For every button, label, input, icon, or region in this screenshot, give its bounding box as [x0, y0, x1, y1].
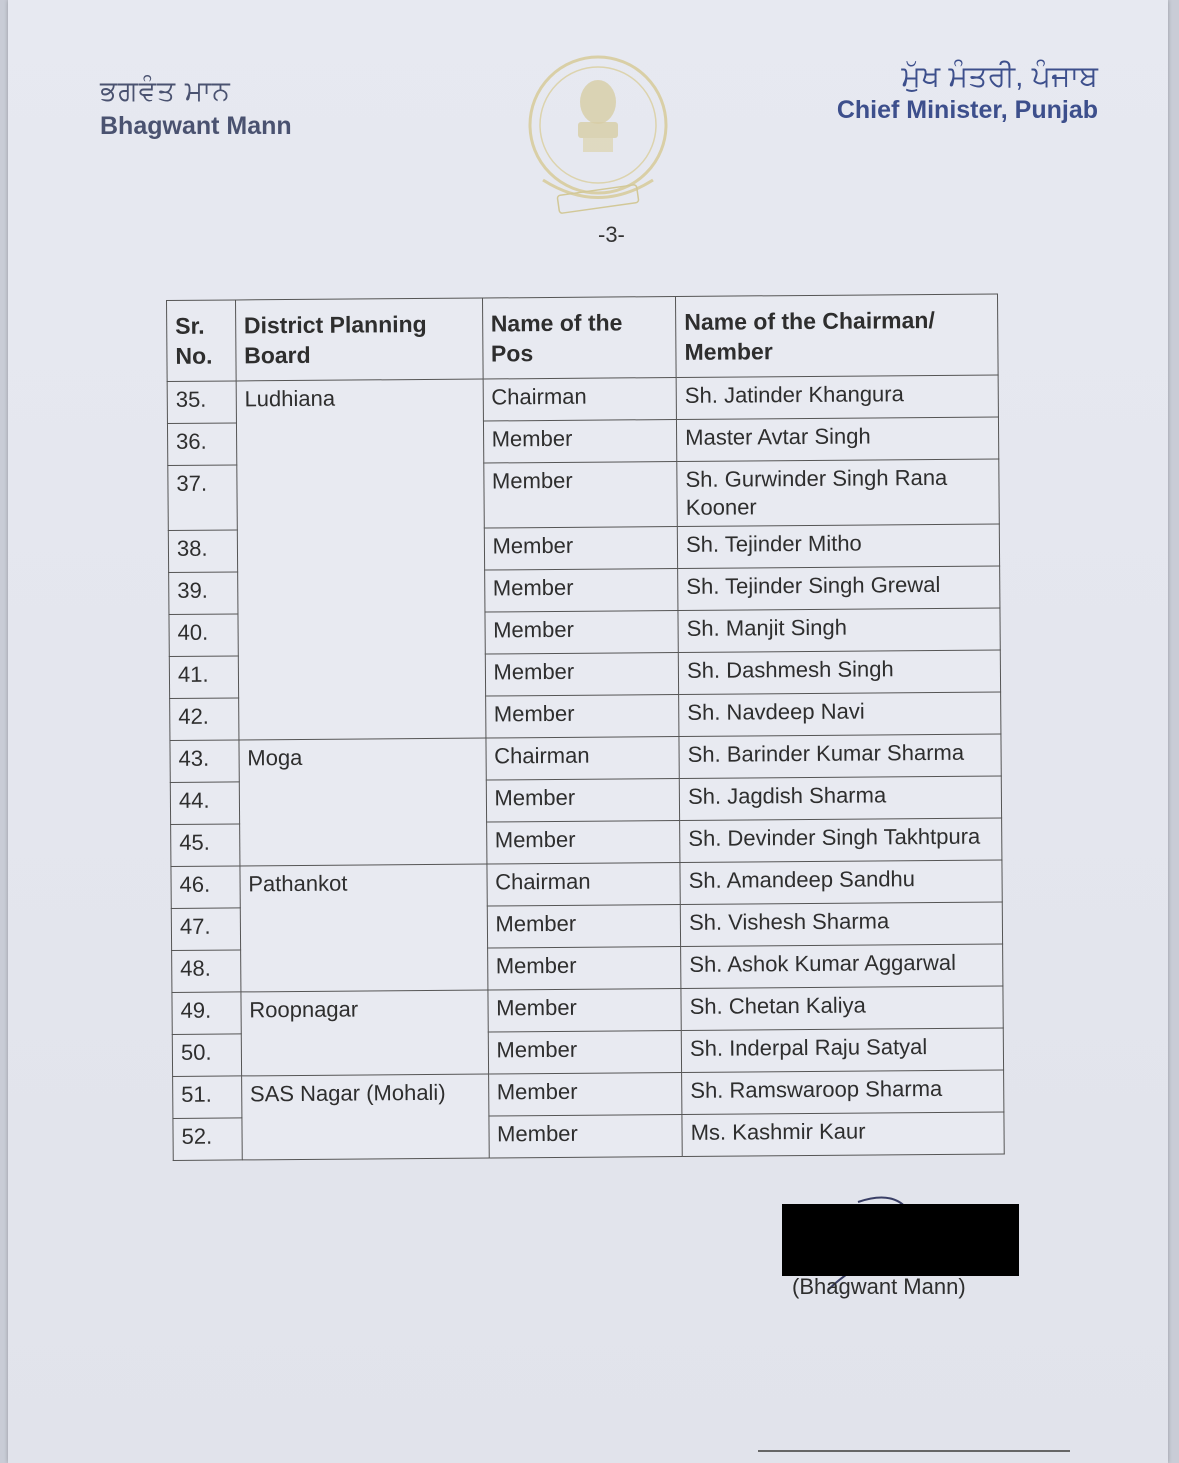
cell-post: Member [487, 946, 681, 990]
cell-name: Sh. Tejinder Singh Grewal [678, 566, 1000, 611]
cell-post: Member [488, 1030, 682, 1074]
sender-name-punjabi: ਭਗਵੰਤ ਮਾਨ [100, 75, 231, 106]
cell-name: Sh. Jatinder Khangura [676, 375, 998, 420]
cell-sr: 46. [171, 866, 240, 909]
cell-sr: 51. [173, 1076, 242, 1119]
cell-post: Member [485, 694, 679, 738]
cell-sr: 49. [172, 992, 241, 1035]
cell-district: Ludhiana [236, 379, 486, 740]
cell-post: Member [484, 568, 678, 612]
cell-name: Master Avtar Singh [677, 417, 999, 462]
table-header-row [167, 294, 999, 382]
table-row [167, 375, 998, 424]
cell-post: Member [485, 610, 679, 654]
state-emblem-seal [523, 50, 673, 220]
cell-sr: 47. [171, 908, 240, 951]
cell-post: Member [488, 1072, 682, 1116]
cell-sr: 40. [169, 614, 238, 657]
cell-name: Sh. Tejinder Mitho [677, 524, 999, 569]
cell-post: Member [485, 652, 679, 696]
cell-sr: 39. [169, 572, 238, 615]
cell-post: Member [488, 1114, 682, 1158]
cell-post: Member [483, 419, 677, 463]
cell-post: Chairman [486, 736, 680, 780]
signatory-name: (Bhagwant Mann) [792, 1274, 966, 1299]
col-header-post: Name of the Pos [482, 296, 676, 379]
cell-name: Sh. Inderpal Raju Satyal [681, 1028, 1003, 1073]
cell-name: Sh. Ramswaroop Sharma [682, 1070, 1004, 1115]
cell-sr: 35. [167, 381, 236, 424]
cell-sr: 36. [167, 423, 236, 466]
office-title: Chief Minister, Punjab [836, 96, 1098, 124]
document-page [8, 0, 1168, 1463]
table-row [173, 1070, 1004, 1119]
cell-sr: 41. [169, 656, 238, 699]
cell-sr: 37. [168, 465, 237, 531]
cell-name: Sh. Jagdish Sharma [679, 776, 1001, 821]
cell-post: Member [487, 988, 681, 1032]
page-number: -3- [598, 222, 625, 247]
cell-sr: 43. [170, 740, 239, 783]
cell-name: Sh. Vishesh Sharma [680, 902, 1002, 947]
office-block [837, 60, 1098, 125]
cell-name: Sh. Devinder Singh Takhtpura [680, 818, 1002, 863]
table-row [170, 734, 1001, 783]
cell-post: Member [484, 526, 678, 570]
footer-rule [758, 1450, 1070, 1452]
cell-sr: 50. [172, 1034, 241, 1077]
cell-district: Pathankot [240, 864, 488, 992]
cell-post: Member [487, 904, 681, 948]
cell-post: Member [483, 461, 677, 528]
cell-district: Moga [239, 738, 487, 866]
cell-sr: 44. [170, 782, 239, 825]
table-row [171, 860, 1002, 909]
cell-name: Sh. Chetan Kaliya [681, 986, 1003, 1031]
cell-post: Member [486, 820, 680, 864]
cell-sr: 48. [172, 950, 241, 993]
col-header-sr-no: Sr. No. [167, 300, 236, 382]
cell-post: Member [486, 778, 680, 822]
cell-name: Sh. Barinder Kumar Sharma [679, 734, 1001, 779]
cell-sr: 45. [171, 824, 240, 867]
cell-name: Sh. Dashmesh Singh [678, 650, 1000, 695]
cell-sr: 52. [173, 1118, 242, 1161]
col-header-district: District Planning Board [235, 298, 482, 381]
cell-name: Sh. Amandeep Sandhu [680, 860, 1002, 905]
col-header-name: Name of the Chairman/ Member [676, 294, 999, 378]
cell-post: Chairman [483, 377, 677, 421]
cell-name: Sh. Ashok Kumar Aggarwal [681, 944, 1003, 989]
sender-block [100, 76, 292, 141]
cell-district: Roopnagar [241, 990, 488, 1076]
cell-sr: 42. [170, 698, 239, 741]
cell-name: Sh. Manjit Singh [678, 608, 1000, 653]
cell-name: Ms. Kashmir Kaur [682, 1112, 1004, 1157]
cell-name: Sh. Navdeep Navi [679, 692, 1001, 737]
planning-board-table [166, 293, 1005, 1161]
cell-post: Chairman [487, 862, 681, 906]
sender-name: Bhagwant Mann [100, 112, 292, 140]
cell-district: SAS Nagar (Mohali) [241, 1074, 488, 1160]
redaction-block [782, 1204, 1019, 1276]
cell-sr: 38. [168, 530, 237, 573]
table-row [172, 986, 1003, 1035]
cell-name: Sh. Gurwinder Singh Rana Kooner [677, 459, 999, 527]
office-title-punjabi: ਮੁੱਖ ਮੰਤਰੀ, ਪੰਜਾਬ [901, 60, 1098, 93]
